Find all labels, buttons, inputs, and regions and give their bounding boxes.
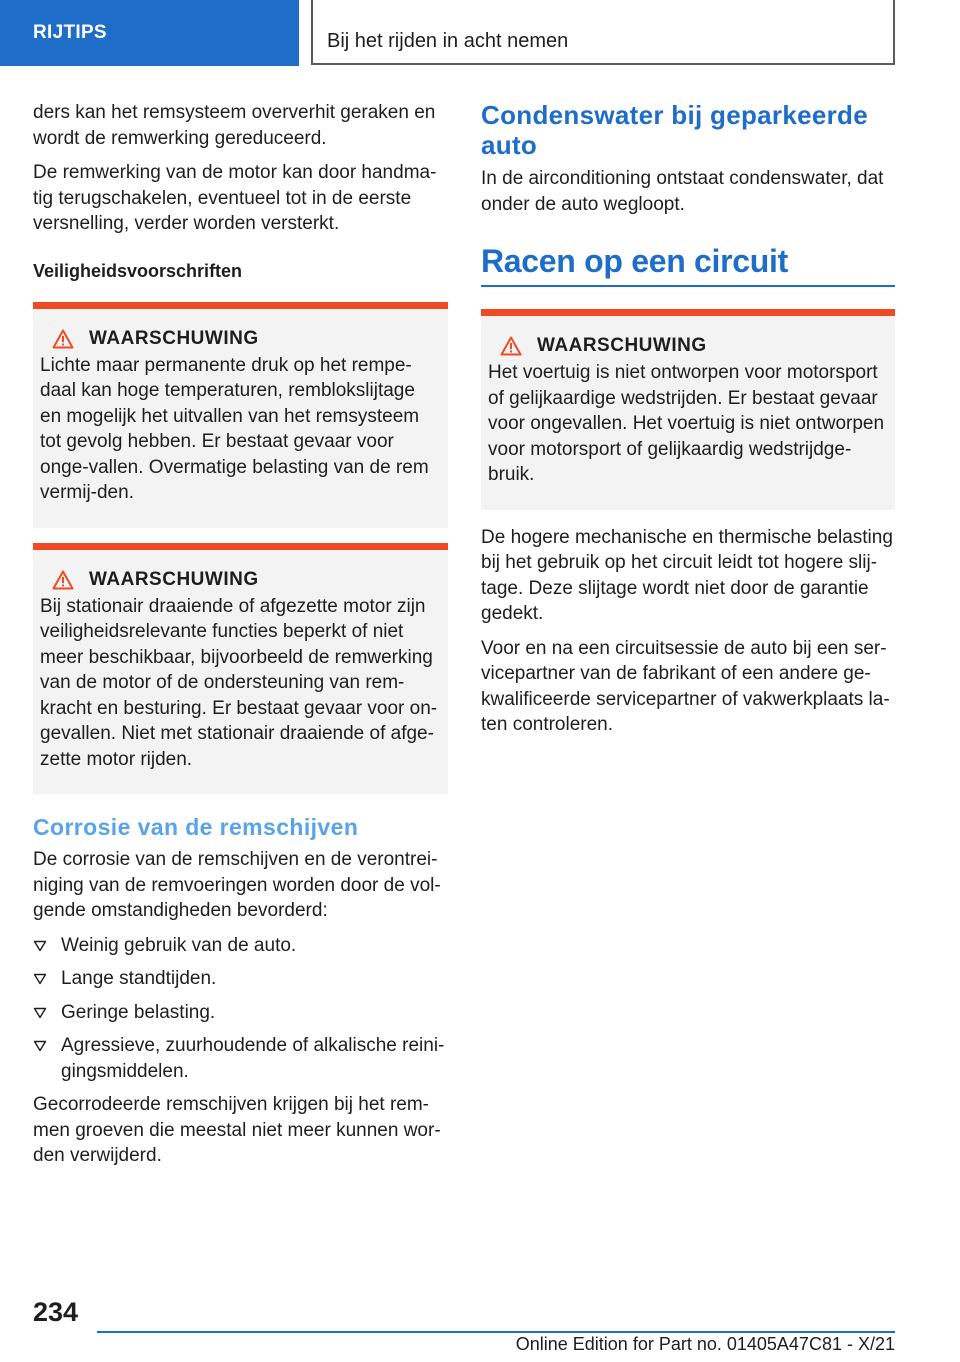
page-header — [0, 0, 960, 66]
triangle-bullet-icon — [33, 973, 47, 985]
section-heading-corrosion: Corrosie van de remschijven — [33, 814, 359, 840]
triangle-bullet-icon — [33, 1040, 47, 1052]
section-heading-condensation: Condenswater bij geparkeerde auto — [481, 100, 868, 160]
warning-triangle-icon — [500, 336, 522, 356]
triangle-bullet-icon — [33, 940, 47, 952]
edition-note: Online Edition for Part no. 01405A47C81 - X/21 — [515, 1334, 895, 1354]
warning-text: Lichte maar permanente druk op het rempe-daal kan hoge temperaturen, remblokslijtage en mogelijk het uitvallen van het remsysteem tot gevolg hebben. Er bestaat gevaar voor onge-vallen. Overmatige belasting van de rem vermij-den. — [40, 354, 429, 503]
paragraph: De remwerking van de motor kan door handma-tig terugschakelen, eventueel tot in de eerste versnelling, verder worden versterkt. — [33, 162, 437, 234]
subheading-safety: Veiligheidsvoorschriften — [33, 260, 243, 281]
warning-box — [481, 309, 895, 510]
warning-header — [40, 328, 441, 350]
warning-header — [488, 335, 888, 357]
paragraph: De corrosie van de remschijven en de verontrei-niging van de remvoeringen worden door de vol-gende omstandigheden bevorderd: — [33, 849, 441, 921]
list-item-text: Weinig gebruik van de auto. — [61, 934, 297, 956]
triangle-bullet-icon — [33, 1007, 47, 1019]
section-tab: RIJTIPS — [0, 0, 299, 66]
list-item — [33, 966, 448, 992]
paragraph: Gecorrodeerde remschijven krijgen bij het rem-men groeven die meestal niet meer kunnen wor-den verwijderd. — [33, 1094, 441, 1166]
warning-header — [40, 569, 441, 591]
paragraph: De hogere mechanische en thermische belasting bij het gebruik op het circuit leidt tot hogere slij-tage. Deze slijtage wordt niet door de garantie gedekt. — [481, 526, 893, 624]
right-column — [481, 100, 895, 747]
warning-box — [33, 302, 448, 528]
paragraph: ders kan het remsysteem oververhit geraken en wordt de remwerking gereduceerd. — [33, 102, 436, 149]
footer-divider — [97, 1331, 895, 1333]
chapter-heading-racing: Racen op een circuit — [481, 241, 895, 287]
paragraph: Voor en na een circuitsessie de auto bij een ser-vicepartner van de fabrikant of een andere ge-kwalificeerde servicepartner of vakwerkplaats la-ten controleren. — [481, 637, 890, 735]
chapter-title: Bij het rijden in acht nemen — [311, 0, 895, 65]
list-item — [33, 1000, 448, 1026]
warning-text: Het voertuig is niet ontworpen voor motorsport of gelijkaardige wedstrijden. Er bestaat gevaar voor ongevallen. Het voertuig is niet ontworpen voor motorsport of gelijkaardig wedstrijdge-bruik. — [488, 362, 885, 485]
left-column — [33, 100, 448, 1178]
warning-box — [33, 543, 448, 795]
warning-triangle-icon — [52, 329, 74, 349]
warning-label: WAARSCHUWING — [89, 327, 259, 349]
paragraph: In de airconditioning ontstaat condenswater, dat onder de auto wegloopt. — [481, 168, 884, 215]
page-number: 234 — [33, 1297, 79, 1327]
warning-text: Bij stationair draaiende of afgezette motor zijn veiligheidsrelevante functies beperkt of niet meer beschikbaar, bijvoorbeeld de remwerking van de motor of de ondersteuning van rem-kracht en besturing. Er bestaat gevaar voor on-gevallen. Niet met stationair draaiende of afge-zette motor rijden. — [40, 595, 438, 770]
list-item — [33, 1033, 448, 1084]
bullet-list — [33, 933, 448, 1085]
list-item-text: Agressieve, zuurhoudende of alkalische reini-gingsmiddelen. — [61, 1035, 445, 1082]
list-item — [33, 933, 448, 959]
warning-triangle-icon — [52, 570, 74, 590]
warning-label: WAARSCHUWING — [89, 568, 259, 590]
list-item-text: Lange standtijden. — [61, 968, 217, 989]
list-item-text: Geringe belasting. — [61, 1001, 216, 1023]
warning-label: WAARSCHUWING — [537, 335, 707, 356]
